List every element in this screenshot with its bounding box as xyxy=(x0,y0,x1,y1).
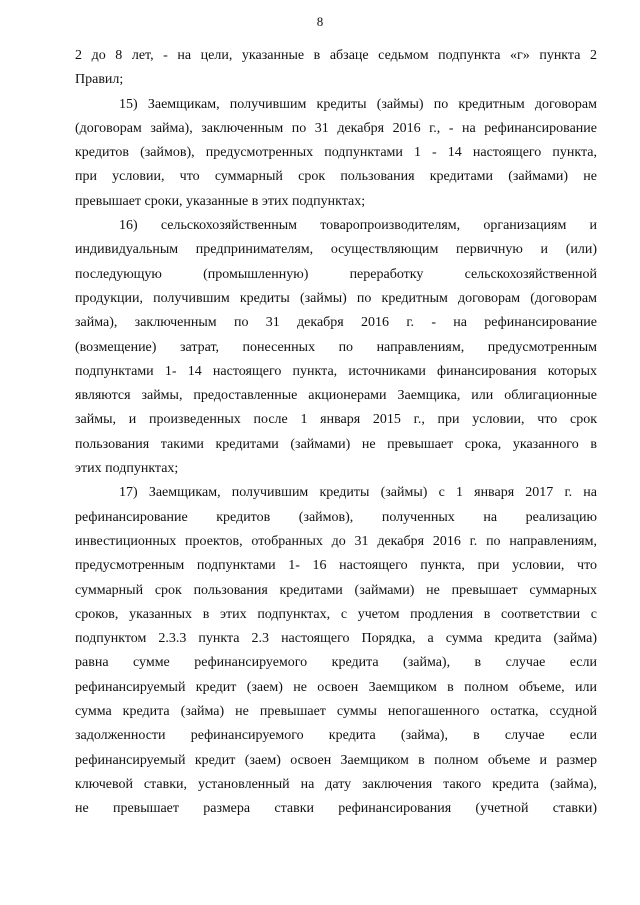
text-line: задолженности рефинансируемого кредита (займа), в случае если xyxy=(75,728,597,744)
text-line: рефинансируемый кредит (заем) освоен Заемщиком в полном объеме и размер xyxy=(75,752,597,768)
text-line: суммарный срок пользования кредитами (займами) не превышает суммарных xyxy=(75,582,597,598)
text-line: сумма кредита (займа) не превышает суммы непогашенного остатка, ссудной xyxy=(75,704,597,720)
text-line: (возмещение) затрат, понесенных по направлениям, предусмотренным xyxy=(75,339,597,355)
document-text-body xyxy=(75,44,597,822)
text-line: займа), заключенным по 31 декабря 2016 г. - на рефинансирование xyxy=(75,315,597,331)
text-line: этих подпунктах; xyxy=(75,461,179,477)
text-line: 16) сельскохозяйственным товаропроизводителям, организациям и xyxy=(119,218,597,234)
text-line: инвестиционных проектов, отобранных до 31 декабря 2016 г. по направлениям, xyxy=(75,533,597,549)
text-line: подпунктами 1- 14 настоящего пункта, источниками финансирования которых xyxy=(75,363,597,379)
text-line: рефинансируемый кредит (заем) не освоен Заемщиком в полном объеме, или xyxy=(75,679,597,695)
text-line: (договорам займа), заключенным по 31 декабря 2016 г., - на рефинансирование xyxy=(75,120,597,136)
text-line: ключевой ставки, установленный на дату заключения такого кредита (займа), xyxy=(75,776,597,792)
text-line: не превышает размера ставки рефинансирования (учетной ставки) xyxy=(75,801,597,817)
text-line: Правил; xyxy=(75,72,124,88)
text-line: рефинансирование кредитов (займов), полученных на реализацию xyxy=(75,509,597,525)
text-line: равна сумме рефинансируемого кредита (займа), в случае если xyxy=(75,655,597,671)
text-line: сроков, указанных в этих подпунктах, с учетом продления в соответствии с xyxy=(75,606,597,622)
text-line: 2 до 8 лет, - на цели, указанные в абзаце седьмом подпункта «г» пункта 2 xyxy=(75,48,597,63)
text-line: 17) Заемщикам, получившим кредиты (займы) с 1 января 2017 г. на xyxy=(119,485,597,501)
text-line: предусмотренным подпунктами 1- 16 настоящего пункта, при условии, что xyxy=(75,558,597,574)
text-line: являются займы, предоставленные акционерами Заемщика, или облигационные xyxy=(75,388,597,404)
text-line: займы, и произведенных после 1 января 2015 г., при условии, что срок xyxy=(75,412,597,428)
text-line: кредитов (займов), предусмотренных подпунктами 1 - 14 настоящего пункта, xyxy=(75,145,597,161)
text-line: пользования такими кредитами (займами) не превышает срока, указанного в xyxy=(75,436,597,452)
text-line: индивидуальным предпринимателям, осуществляющим первичную и (или) xyxy=(75,242,597,258)
text-line: при условии, что суммарный срок пользования кредитами (займами) не xyxy=(75,169,597,185)
text-line: продукции, получившим кредиты (займы) по кредитным договорам (договорам xyxy=(75,290,597,306)
text-line: последующую (промышленную) переработку сельскохозяйственной xyxy=(75,266,597,282)
text-line: 15) Заемщикам, получившим кредиты (займы) по кредитным договорам xyxy=(119,96,597,112)
page-number: 8 xyxy=(316,14,324,29)
text-line: превышает сроки, указанные в этих подпунктах; xyxy=(75,193,366,209)
text-line: подпунктом 2.3.3 пункта 2.3 настоящего Порядка, а сумма кредита (займа) xyxy=(75,631,597,647)
